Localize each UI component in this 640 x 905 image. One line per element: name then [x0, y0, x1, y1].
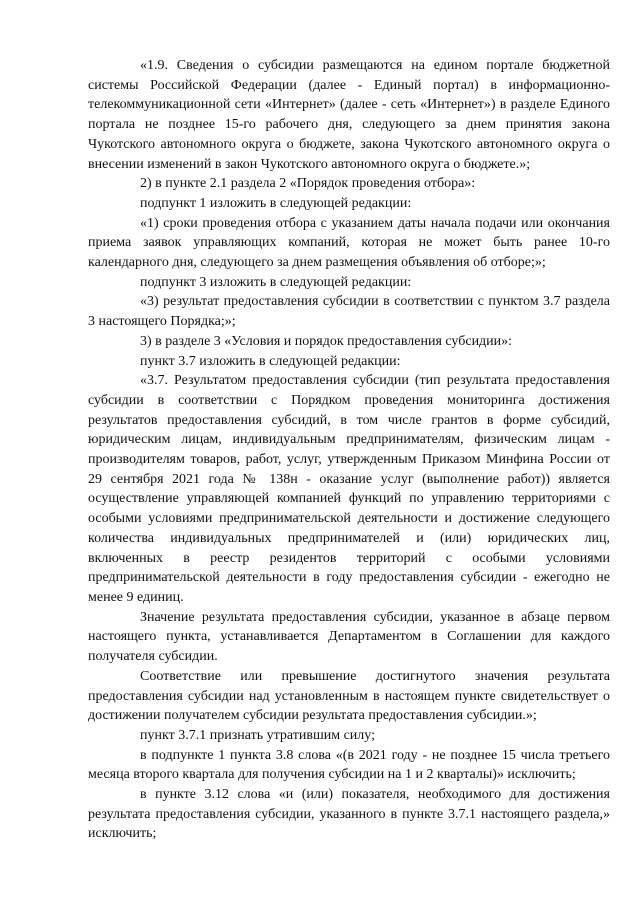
- paragraph-point-3-8-amend: в подпункте 1 пункта 3.8 слова «(в 2021 году - не позднее 15 числа третьего месяца второго квартала для получения субсидии на 1 и 2 кварталы)» исключить;: [88, 747, 610, 783]
- paragraph-subpoint-3-text: «3) результат предоставления субсидии в соответствии с пунктом 3.7 раздела 3 настоящего Порядка;»;: [88, 294, 610, 330]
- paragraph-subpoint-1-intro: подпункт 1 изложить в следующей редакции:: [140, 195, 412, 211]
- paragraph-result-compliance: Соответствие или превышение достигнутого значения результата предоставления субсидии над установленным в настоящем пункте свидетельствует о достижении получателем субсидии результата предоставления субсидии.»;: [88, 668, 610, 724]
- paragraph-subpoint-3-intro: подпункт 3 изложить в следующей редакции:: [140, 274, 412, 290]
- paragraph-item-3-section-3: 3) в разделе 3 «Условия и порядок предоставления субсидии»:: [140, 333, 513, 349]
- paragraph-subpoint-1-text: «1) сроки проведения отбора с указанием даты начала подачи или окончания приема заявок управляющих компаний, которая не может быть ранее 10-го календарного дня, следующего за днем размещения объявления об отборе;»;: [88, 215, 610, 271]
- paragraph-1-9-subsidy-info: «1.9. Сведения о субсидии размещаются на едином портале бюджетной системы Российской Федерации (далее - Единый портал) в информационно-телекоммуникационной сети «Интернет» (далее - сеть «Интернет») в разделе Единого портала не позднее 15-го рабочего дня, следующего за днем принятия закона Чукотского автономного округа о бюджете, закона Чукотского автономного округа о внесении изменений в закон Чукотского автономного округа о бюджете.»;: [88, 58, 610, 172]
- paragraph-point-3-7-text: «3.7. Результатом предоставления субсидии (тип результата предоставления субсидии в соответствии с Порядком проведения мониторинга достижения результатов предоставления субсидий, в том числе грантов в форме субсидий, юридическим лицам, индивидуальным предпринимателям, физическим лицам - производителям товаров, работ, услуг, утвержденным Приказом Минфина России от 29 сентября 2021 года № 138н - оказание услуг (выполнение работ)) является осуществление управляющей компанией функций по управлению территориями с особыми условиями предпринимательской деятельности и достижение следующего количества индивидуальных предпринимателей и (или) юридических лиц, включенных в реестр резидентов территорий с особыми условиями предпринимательской деятельности в году предоставления субсидии - ежегодно не менее 9 единиц.: [88, 373, 610, 605]
- paragraph-point-3-7-1-void: пункт 3.7.1 признать утратившим силу;: [140, 727, 375, 743]
- paragraph-point-3-7-intro: пункт 3.7 изложить в следующей редакции:: [140, 353, 401, 369]
- paragraph-result-value: Значение результата предоставления субсидии, указанное в абзаце первом настоящего пункта, устанавливается Департаментом в Соглашении для каждого получателя субсидии.: [88, 609, 610, 665]
- paragraph-point-3-12-amend: в пункте 3.12 слова «и (или) показателя, необходимого для достижения результата предоставления субсидии, указанного в пункте 3.7.1 настоящего раздела,» исключить;: [88, 787, 610, 842]
- paragraph-item-2-point-2-1: 2) в пункте 2.1 раздела 2 «Порядок проведения отбора»:: [140, 176, 476, 192]
